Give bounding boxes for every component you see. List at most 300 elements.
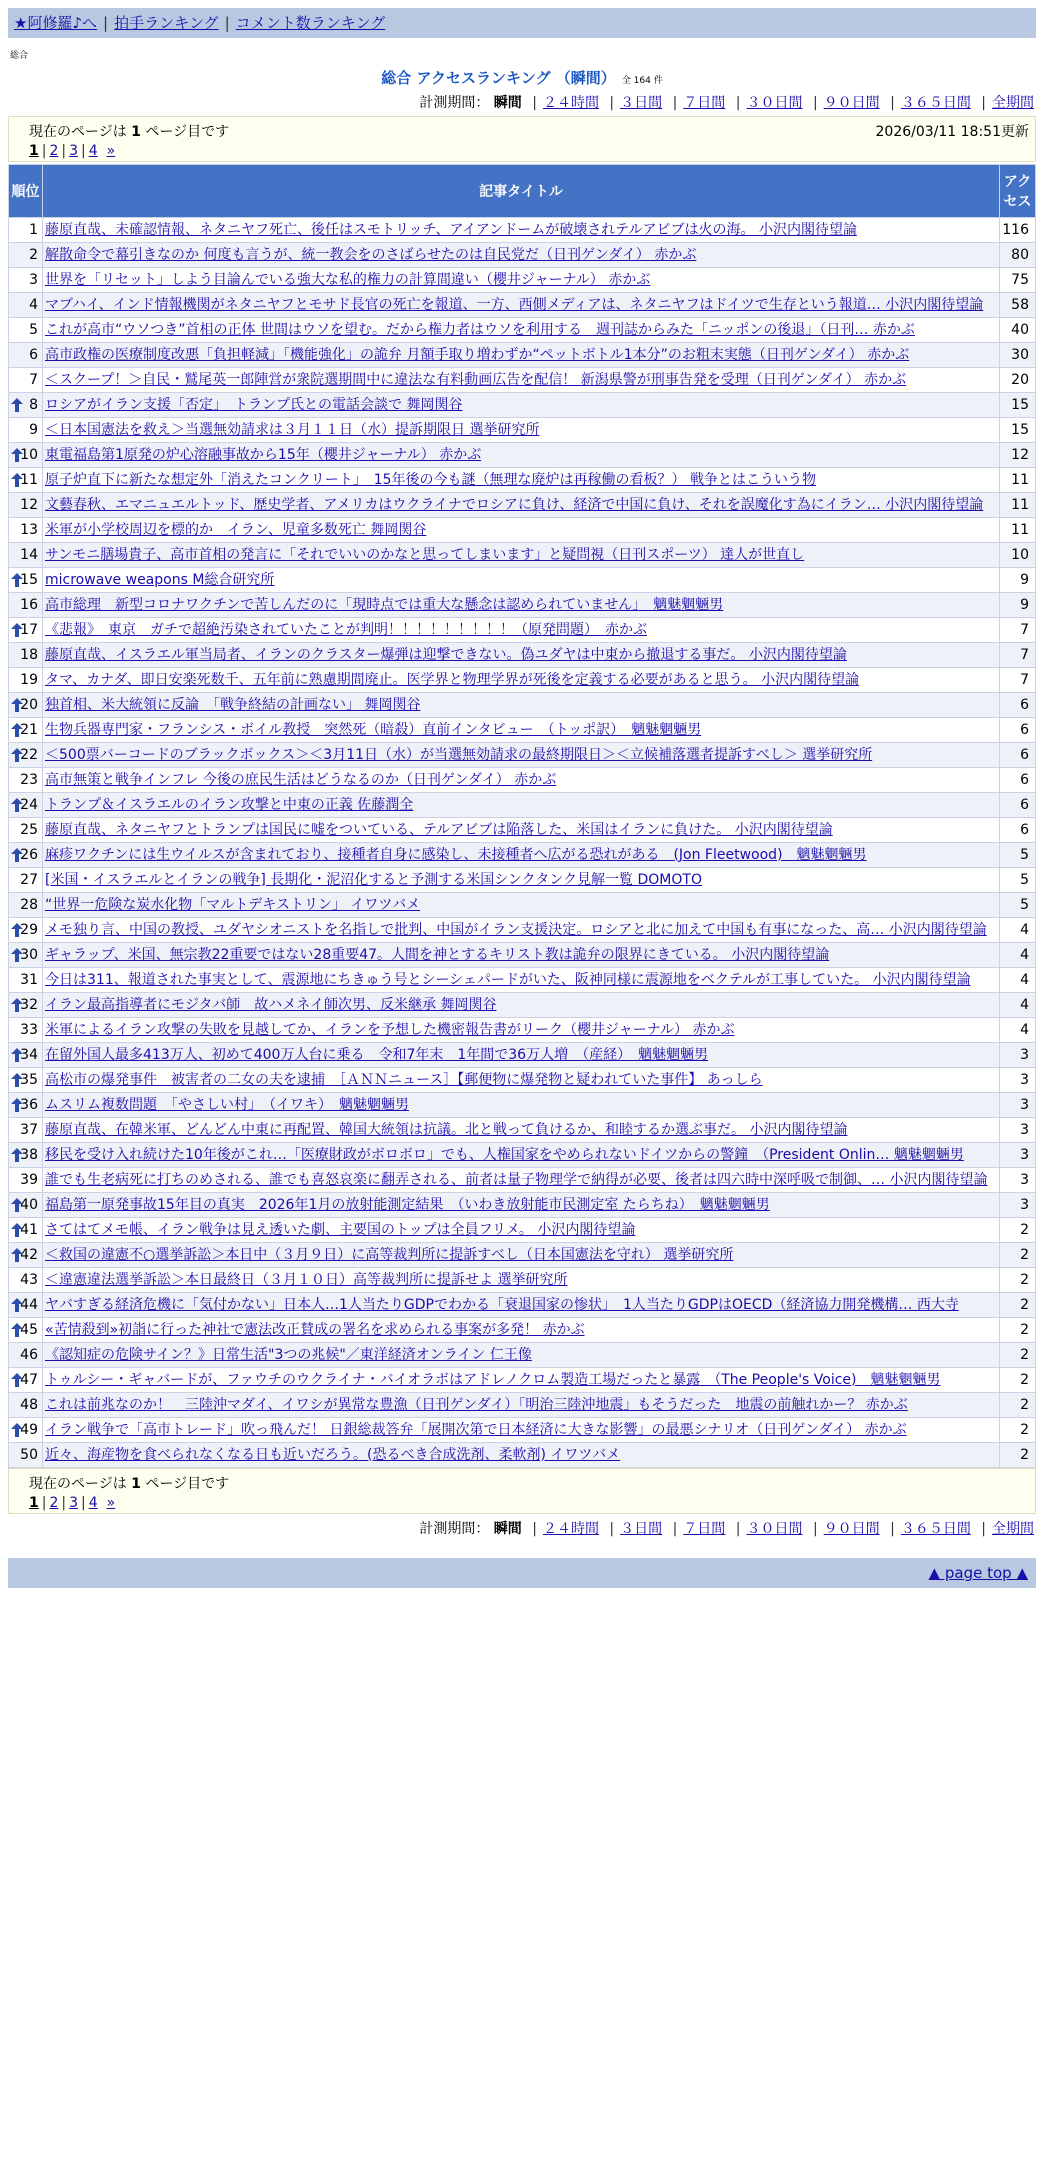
article-link[interactable]: トランプ＆イスラエルのイラン攻撃と中東の正義 佐藤潤全 [45,797,414,813]
page-current: 1 [29,143,39,159]
page-link-2[interactable]: 2 [49,1495,59,1511]
page-info-top [8,116,1036,162]
title-cell [43,493,1000,518]
table-row [9,1393,1036,1418]
rank-up-arrow-icon [11,998,23,1012]
rank-cell [9,993,43,1018]
access-count: 2 [1000,1218,1036,1243]
rank-cell [9,268,43,293]
table-row [9,768,1036,793]
rank-up-arrow-icon [11,948,23,962]
rank-cell [9,443,43,468]
rank-cell [9,918,43,943]
page-link-4[interactable]: 4 [88,1495,98,1511]
table-row [9,643,1036,668]
title-cell [43,1093,1000,1118]
title-cell [43,268,1000,293]
rank-number: 6 [29,347,38,363]
rank-cell [9,968,43,993]
article-link[interactable]: «苦情殺到»初詣に行った神社で憲法改正賛成の署名を求められる事案が多発！ 赤かぶ [45,1322,585,1338]
title-cell [43,793,1000,818]
article-link[interactable]: ＜500票バーコードのブラックボックス＞＜3月11日（水）が当選無効請求の最終期限日＞＜立候補落選者提訴すべし＞ 選挙研究所 [45,747,873,763]
title-cell [43,1193,1000,1218]
rank-number: 27 [20,872,38,888]
title-cell [43,593,1000,618]
access-count: 6 [1000,718,1036,743]
access-count: 116 [1000,218,1036,243]
rank-number: 35 [20,1072,38,1088]
rank-cell [9,343,43,368]
table-row [9,393,1036,418]
rank-number: 46 [20,1347,38,1363]
period-link-all[interactable]: 全期間 [992,95,1034,111]
table-row [9,1168,1036,1193]
article-link[interactable]: ＜違憲違法選挙訴訟＞本日最終日（３月１０日）高等裁判所に提訴せよ 選挙研究所 [45,1272,568,1288]
period-link-90d[interactable]: ９０日間 [823,95,880,111]
access-count: 4 [1000,918,1036,943]
rank-up-arrow-icon [11,848,23,862]
article-link[interactable]: タマ、カナダ、即日安楽死数千、五年前に熟慮期間廃止。医学界と物理学界が死後を定義する必要があると思う。 小沢内閣待望論 [45,672,860,688]
access-count: 2 [1000,1293,1036,1318]
rank-cell [9,1443,43,1468]
rank-cell [9,893,43,918]
article-link[interactable]: 原子炉直下に新たな想定外「消えたコンクリート」 15年後の今も謎（無理な廃炉は再稼働の看板？） 戦争とはこういう物 [45,472,816,488]
article-link[interactable]: 米軍によるイラン攻撃の失敗を見越してか、イランを予想した機密報告書がリーク（櫻井ジャーナル） 赤かぶ [45,1022,735,1038]
article-link[interactable]: ＜救国の違憲不○選挙訴訟＞本日中（３月９日）に高等裁判所に提訴すべし（日本国憲法を守れ） 選挙研究所 [45,1247,734,1263]
rank-cell [9,1343,43,1368]
rank-up-arrow-icon [11,1073,23,1087]
rank-cell [9,493,43,518]
rank-cell [9,1118,43,1143]
rank-number: 28 [20,897,38,913]
access-count: 3 [1000,1118,1036,1143]
rank-number: 13 [20,522,38,538]
pagination-bottom: 1 | 2 | 3 | 4 » [29,1495,116,1511]
table-row [9,1093,1036,1118]
period-link-24h[interactable]: ２４時間 [542,1521,599,1537]
access-count: 2 [1000,1243,1036,1268]
rank-number: 4 [29,297,38,313]
title-cell [43,968,1000,993]
page-top-link[interactable]: ▲ page top ▲ [928,1564,1028,1582]
title-cell [43,918,1000,943]
title-cell [43,393,1000,418]
rank-cell [9,1418,43,1443]
rank-cell [9,243,43,268]
rank-number: 2 [29,247,38,263]
rank-cell [9,218,43,243]
table-row [9,793,1036,818]
table-row [9,343,1036,368]
rank-number: 49 [20,1422,38,1438]
access-count: 11 [1000,468,1036,493]
access-count: 12 [1000,443,1036,468]
access-count: 5 [1000,843,1036,868]
rank-number: 24 [20,797,38,813]
home-link[interactable]: ★阿修羅♪へ [14,14,98,32]
table-row [9,693,1036,718]
rank-number: 38 [20,1147,38,1163]
title-cell [43,668,1000,693]
article-link[interactable]: 藤原直哉、未確認情報、ネタニヤフ死亡、後任はスモトリッチ、アイアンドームが破壊されテルアビブは火の海。 小沢内閣待望論 [45,222,857,238]
period-link-7d[interactable]: ７日間 [683,1521,726,1537]
article-link[interactable]: ＜日本国憲法を救え＞当選無効請求は３月１１日（水）提訴期限日 選挙研究所 [45,422,540,438]
title-cell [43,643,1000,668]
rank-up-arrow-icon [11,573,23,587]
article-link[interactable]: ロシアがイラン支援「否定」 トランプ氏との電話会談で 舞岡関谷 [45,397,463,413]
article-link[interactable]: 東電福島第1原発の炉心溶融事故から15年（櫻井ジャーナル） 赤かぶ [45,447,482,463]
rank-number: 34 [20,1047,38,1063]
rank-cell [9,1068,43,1093]
table-row [9,468,1036,493]
table-row [9,1293,1036,1318]
article-link[interactable]: 在留外国人最多413万人、初めて400万人台に乗る 令和7年末 1年間で36万人増 （産経） 魑魅魍魎男 [45,1047,709,1063]
article-link[interactable]: 高市総理 新型コロナワクチンで苦しんだのに「現時点では重大な懸念は認められていません」 魑魅魍魎男 [45,597,724,613]
table-row [9,243,1036,268]
table-row [9,368,1036,393]
period-link-365d[interactable]: ３６５日間 [900,1521,971,1537]
table-row [9,868,1036,893]
title-cell [43,718,1000,743]
rank-cell [9,468,43,493]
article-link[interactable]: マブハイ、インド情報機関がネタニヤフとモサド長官の死亡を報道、一方、西側メディアは、ネタニヤフはドイツで生存という報道… 小沢内閣待望論 [45,297,984,313]
header-title: 記事タイトル [43,165,1000,218]
article-link[interactable]: さてはてメモ帳、イラン戦争は見え透いた劇、主要国のトップは全員フリメ。 小沢内閣待望論 [45,1222,636,1238]
page-link-2[interactable]: 2 [49,143,59,159]
article-link[interactable]: 誰でも生老病死に打ちのめされる、誰でも喜怒哀楽に翻弄される、前者は量子物理学で納得が必要、後者は四六時中深呼吸で制御、… 小沢内閣待望論 [45,1172,988,1188]
article-link[interactable]: 世界を「リセット」しよう目論んでいる強大な私的権力の計算間違い（櫻井ジャーナル） 赤かぶ [45,272,651,288]
header-rank: 順位 [9,165,43,218]
article-link[interactable]: 福島第一原発事故15年目の真実 2026年1月の放射能測定結果 （いわき放射能市民測定室 たらちね） 魑魅魍魎男 [45,1197,770,1213]
article-link[interactable]: 近々、海産物を食べられなくなる日も近いだろう。(恐るべき合成洗剤、柔軟剤) イワツバメ [45,1447,621,1463]
article-link[interactable]: 《悲報》 東京 ガチで超絶汚染されていたことが判明！！！！！！！！！（原発問題） 赤かぶ [45,622,647,638]
article-link[interactable]: 高松市の爆発事件 被害者の二女の夫を逮捕 ［ＡＮＮニュース］【郵便物に爆発物と疑われていた事件】 あっしら [45,1072,763,1088]
period-label: 計測期間： [419,1521,490,1537]
page-link-3[interactable]: 3 [69,1495,79,1511]
rank-cell [9,868,43,893]
article-link[interactable]: これが高市“ウソつき”首相の正体 世間はウソを望む。だから権力者はウソを利用する 週刊誌からみた「ニッポンの後退」（日刊… 赤かぶ [45,322,915,338]
access-count: 6 [1000,693,1036,718]
article-link[interactable]: 高市政権の医療制度改悪「負担軽減」「機能強化」の詭弁 月額手取り増わずか“ペットボトル1本分”のお粗末実態（日刊ゲンダイ） 赤かぶ [45,347,910,363]
rank-cell [9,1268,43,1293]
clap-ranking-link[interactable]: 拍手ランキング [114,14,219,32]
article-link[interactable]: microwave weapons M総合研究所 [45,572,275,588]
rank-number: 45 [20,1322,38,1338]
rank-cell [9,1368,43,1393]
rank-number: 23 [20,772,38,788]
access-count: 15 [1000,418,1036,443]
article-link[interactable]: 独首相、米大統領に反論 「戦争終結の計画ない」 舞岡関谷 [45,697,421,713]
title-cell [43,1318,1000,1343]
rank-number: 31 [20,972,38,988]
rank-cell [9,1018,43,1043]
updated-timestamp: 2026/03/11 18:51更新 [875,124,1029,140]
table-row [9,1043,1036,1068]
article-link[interactable]: 麻疹ワクチンには生ウイルスが含まれており、接種者自身に感染し、未接種者へ広がる恐れがある (Jon Fleetwood) 魑魅魍魎男 [45,847,867,863]
article-link[interactable]: 藤原直哉、ネタニヤフとトランプは国民に嘘をついている、テルアビブは陥落した、米国はイランに負けた。 小沢内閣待望論 [45,822,833,838]
period-link-90d[interactable]: ９０日間 [823,1521,880,1537]
access-count: 80 [1000,243,1036,268]
rank-number: 20 [20,697,38,713]
rank-number: 14 [20,547,38,563]
table-row [9,743,1036,768]
period-link-all[interactable]: 全期間 [992,1521,1034,1537]
article-link[interactable]: メモ独り言、中国の教授、ユダヤシオニストを名指しで批判、中国がイラン支援決定。ロシアと北に加えて中国も有事になった、高… 小沢内閣待望論 [45,922,987,938]
table-row [9,218,1036,243]
rank-cell [9,718,43,743]
table-row [9,418,1036,443]
title-cell [43,943,1000,968]
rank-number: 16 [20,597,38,613]
table-row [9,568,1036,593]
access-count: 6 [1000,793,1036,818]
table-row [9,943,1036,968]
rank-number: 19 [20,672,38,688]
access-count: 30 [1000,343,1036,368]
pagination-top: 1 | 2 | 3 | 4 » [29,143,116,159]
article-link[interactable]: 今日は311、報道された事実として、震源地にちきゅう号とシーシェパードがいた、阪神同様に震源地をベクテルが工事していた。 小沢内閣待望論 [45,972,971,988]
access-count: 6 [1000,818,1036,843]
page-next-link[interactable]: » [106,1495,116,1511]
rank-cell [9,1218,43,1243]
title-cell [43,1418,1000,1443]
access-count: 40 [1000,318,1036,343]
period-link-7d[interactable]: ７日間 [683,95,726,111]
title-cell [43,243,1000,268]
title-cell [43,343,1000,368]
ranking-table [8,164,1036,1468]
article-link[interactable]: 米軍が小学校周辺を標的か イラン、児童多数死亡 舞岡関谷 [45,522,427,538]
access-count: 9 [1000,593,1036,618]
article-link[interactable]: 生物兵器専門家・フランシス・ボイル教授 突然死（暗殺）直前インタビュー （トッポ訳） 魑魅魍魎男 [45,722,702,738]
rank-up-arrow-icon [11,398,23,412]
article-link[interactable]: ギャラップ、米国、無宗教22重要ではない28重要47。人間を神とするキリスト教は詭弁の限界にきている。 小沢内閣待望論 [45,947,830,963]
rank-number: 39 [20,1172,38,1188]
rank-number: 33 [20,1022,38,1038]
table-row [9,618,1036,643]
title-cell [43,843,1000,868]
category-label: 総合 [10,51,29,61]
access-count: 3 [1000,1093,1036,1118]
ranking-body [9,218,1036,1468]
rank-cell [9,1043,43,1068]
title-cell [43,618,1000,643]
rank-up-arrow-icon [11,1048,23,1062]
rank-cell [9,518,43,543]
total-count: 全 164 件 [621,76,663,86]
article-link[interactable]: イラン戦争で「高市トレード」吹っ飛んだ！ 日銀総裁答弁「展開次第で日本経済に大きな影響」の最悪シナリオ（日刊ゲンダイ） 赤かぶ [45,1422,907,1438]
article-link[interactable]: 解散命令で幕引きなのか 何度も言うが、統一教会をのさばらせたのは自民党だ（日刊ゲンダイ） 赤かぶ [45,247,697,263]
nav-separator: | [224,14,230,32]
title-cell [43,868,1000,893]
rank-cell [9,943,43,968]
access-count: 6 [1000,743,1036,768]
period-link-30d[interactable]: ３０日間 [746,1521,803,1537]
access-count: 10 [1000,543,1036,568]
rank-number: 15 [20,572,38,588]
article-link[interactable]: 《認知症の危険サイン？》日常生活"3つの兆候"／東洋経済オンライン 仁王像 [45,1347,532,1363]
table-row [9,318,1036,343]
period-link-24h[interactable]: ２４時間 [542,95,599,111]
access-count: 9 [1000,568,1036,593]
rank-cell [9,618,43,643]
rank-number: 17 [20,622,38,638]
article-link[interactable]: サンモニ膳場貴子、高市首相の発言に「それでいいのかなと思ってしまいます」と疑問視（日刊スポーツ） 達人が世直し [45,547,805,563]
article-link[interactable]: 藤原直哉、イスラエル軍当局者、イランのクラスター爆弾は迎撃できない。偽ユダヤは中東から撤退する事だ。 小沢内閣待望論 [45,647,847,663]
access-count: 2 [1000,1393,1036,1418]
footer-bar [8,1558,1036,1588]
rank-cell [9,668,43,693]
rank-cell [9,368,43,393]
page-title [8,67,1036,88]
article-link[interactable]: [米国・イスラエルとイランの戦争] 長期化・泥沼化すると予測する米国シンクタンク見解一覧 DOMOTO [45,872,702,888]
page-next-link[interactable]: » [106,143,116,159]
title-cell [43,1268,1000,1293]
title-cell [43,218,1000,243]
access-count: 3 [1000,1168,1036,1193]
article-link[interactable]: これは前兆なのか！ 三陸沖マダイ、イワシが異常な豊漁（日刊ゲンダイ）「明治三陸沖地震」もそうだった 地震の前触れかー？ 赤かぶ [45,1397,908,1413]
period-link-3d[interactable]: ３日間 [620,95,663,111]
period-label: 計測期間： [419,95,490,111]
rank-cell [9,1293,43,1318]
comment-ranking-link[interactable]: コメント数ランキング [235,14,386,32]
table-row [9,968,1036,993]
page-link-4[interactable]: 4 [88,143,98,159]
access-count: 5 [1000,893,1036,918]
rank-up-arrow-icon [11,1298,23,1312]
title-cell [43,368,1000,393]
rank-up-arrow-icon [11,448,23,462]
page-title-text: 総合 アクセスランキング （瞬間） [381,69,616,87]
rank-number: 21 [20,722,38,738]
table-row [9,1443,1036,1468]
table-header-row [9,165,1036,218]
rank-number: 8 [29,397,38,413]
rank-cell [9,1168,43,1193]
period-link-365d[interactable]: ３６５日間 [900,95,971,111]
access-count: 2 [1000,1443,1036,1468]
article-link[interactable]: 文藝春秋、エマニュエルトッド、歴史学者、アメリカはウクライナでロシアに負け、経済で中国に負け、それを誤魔化す為にイラン… 小沢内閣待望論 [45,497,984,513]
current-page-number: 1 [131,124,141,140]
title-cell [43,418,1000,443]
article-link[interactable]: ＜スクープ！＞自民・鷲尾英一郎陣営が衆院選期間中に違法な有料動画広告を配信！ 新潟県警が刑事告発を受理（日刊ゲンダイ） 赤かぶ [45,372,907,388]
rank-up-arrow-icon [11,1198,23,1212]
page-info-bottom [8,1468,1036,1514]
rank-up-arrow-icon [11,698,23,712]
title-cell [43,1218,1000,1243]
table-row [9,668,1036,693]
rank-cell [9,643,43,668]
title-cell [43,543,1000,568]
rank-number: 50 [20,1447,38,1463]
table-row [9,1368,1036,1393]
title-cell [43,318,1000,343]
rank-cell [9,1093,43,1118]
table-row [9,1193,1036,1218]
rank-cell [9,1318,43,1343]
title-cell [43,1143,1000,1168]
article-link[interactable]: 藤原直哉、在韓米軍、どんどん中東に再配置、韓国大統領は抗議。北と戦って負けるか、和睦するか選ぶ事だ。 小沢内閣待望論 [45,1122,848,1138]
article-link[interactable]: トゥルシー・ギャバードが、ファウチのウクライナ・バイオラボはアドレノクロム製造工場だったと暴露 （The People's Voice) 魑魅魍魎男 [45,1372,941,1388]
period-selector-top: 計測期間： 瞬間 | ２４時間 | ３日間 | ７日間 | ３０日間 | ９０日間 | ３６５日間 | 全期間 [419,95,1034,111]
rank-number: 41 [20,1222,38,1238]
rank-cell [9,393,43,418]
rank-cell [9,743,43,768]
article-link[interactable]: 移民を受け入れ続けた10年後がこれ…「医療財政がボロボロ」でも、人権国家をやめられないドイツからの警鐘 （President Onlin… 魑魅魍魎男 [45,1147,964,1163]
title-cell [43,1168,1000,1193]
access-count: 4 [1000,1018,1036,1043]
article-link[interactable]: “世界一危険な炭水化物「マルトデキストリン」 イワツバメ [45,897,421,913]
table-row [9,268,1036,293]
period-current: 瞬間 [493,95,522,111]
access-count: 3 [1000,1193,1036,1218]
current-page-text: 現在のページは 1 ページ目です [29,1476,230,1492]
title-cell [43,1243,1000,1268]
table-row [9,1118,1036,1143]
article-link[interactable]: イラン最高指導者にモジタバ師 故ハメネイ師次男、反米継承 舞岡関谷 [45,997,497,1013]
rank-up-arrow-icon [11,1373,23,1387]
rank-cell [9,818,43,843]
rank-up-arrow-icon [11,723,23,737]
rank-up-arrow-icon [11,923,23,937]
access-count: 5 [1000,868,1036,893]
access-count: 7 [1000,668,1036,693]
rank-number: 40 [20,1197,38,1213]
article-link[interactable]: ヤバすぎる経済危機に「気付かない」日本人…1人当たりGDPでわかる「衰退国家の惨状」 1人当たりGDPはOECD（経済協力開発機構… 西大寺 [45,1297,959,1313]
title-cell [43,993,1000,1018]
rank-up-arrow-icon [11,748,23,762]
table-row [9,918,1036,943]
page-link-3[interactable]: 3 [69,143,79,159]
rank-number: 5 [29,322,38,338]
rank-up-arrow-icon [11,623,23,637]
title-cell [43,693,1000,718]
title-cell [43,1343,1000,1368]
rank-cell [9,543,43,568]
title-cell [43,818,1000,843]
rank-cell [9,293,43,318]
period-current: 瞬間 [493,1521,522,1537]
table-row [9,443,1036,468]
rank-number: 18 [20,647,38,663]
title-cell [43,1043,1000,1068]
rank-number: 47 [20,1372,38,1388]
access-count: 3 [1000,1043,1036,1068]
title-cell [43,893,1000,918]
access-count: 4 [1000,943,1036,968]
table-row [9,718,1036,743]
rank-number: 42 [20,1247,38,1263]
rank-number: 9 [29,422,38,438]
article-link[interactable]: ムスリム複数問題 「やさしい村」 （イワキ） 魑魅魍魎男 [45,1097,409,1113]
access-count: 3 [1000,1068,1036,1093]
title-cell [43,768,1000,793]
table-row [9,1418,1036,1443]
rank-cell [9,768,43,793]
rank-cell [9,843,43,868]
current-page-number: 1 [131,1476,141,1492]
title-cell [43,743,1000,768]
period-link-30d[interactable]: ３０日間 [746,95,803,111]
article-link[interactable]: 高市無策と戦争インフレ 今後の庶民生活はどうなるのか（日刊ゲンダイ） 赤かぶ [45,772,557,788]
rank-number: 32 [20,997,38,1013]
table-row [9,493,1036,518]
title-cell [43,1443,1000,1468]
access-count: 7 [1000,618,1036,643]
period-link-3d[interactable]: ３日間 [620,1521,663,1537]
table-row [9,1318,1036,1343]
title-cell [43,1293,1000,1318]
